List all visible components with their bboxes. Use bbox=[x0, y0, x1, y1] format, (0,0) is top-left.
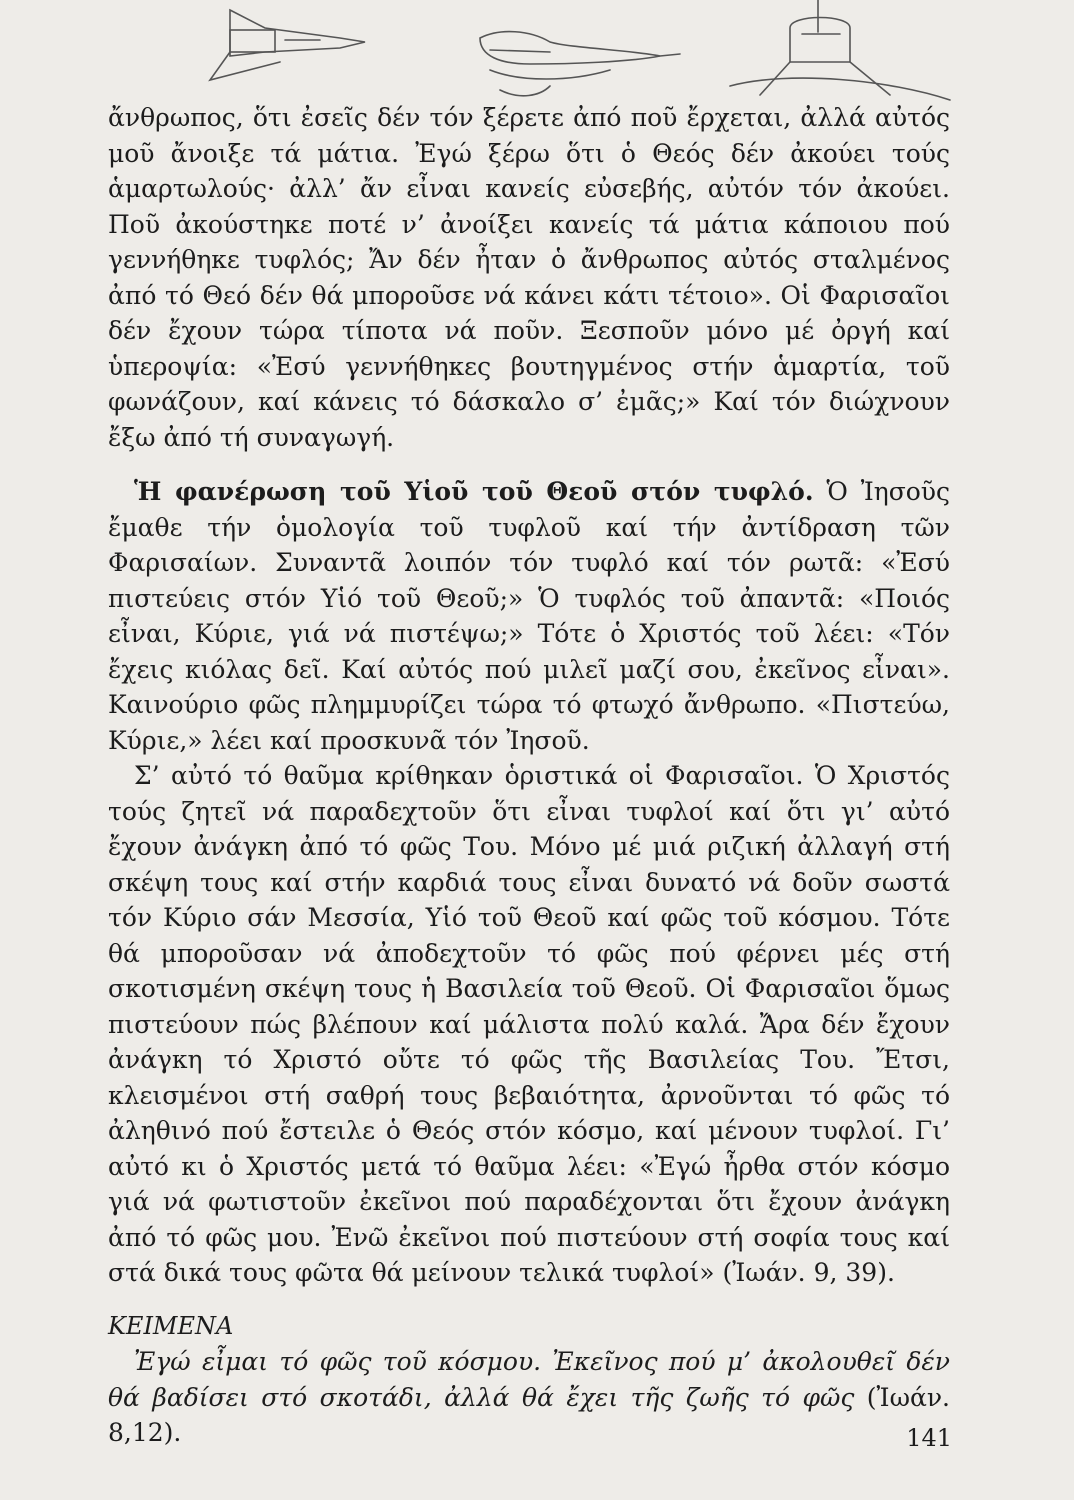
paragraph-1: ἄνθρωπος, ὅτι ἐσεῖς δέν τόν ξέρετε ἀπό ποῦ ἔρχεται, ἀλλά αὐτός μοῦ ἄνοιξε τά μάτια. Ἐγώ ξέρω ὅτι ὁ Θεός δέν ἀκούει τούς ἁμαρτωλούς· ἀλλ’ ἄν εἶναι κανείς εὐσεβής, αὐτόν τόν ἀκούει. Ποῦ ἀκούστηκε ποτέ ν’ ἀνοίξει κανείς τά μάτια κάποιου πού γεννήθηκε τυφλός; Ἄν δέν ἦταν ὁ ἄνθρωπος αὐτός σταλμένος ἀπό τό Θεό δέν θά μποροῦσε νά κάνει κάτι τέτοιο». Οἱ Φαρισαῖοι δέν ἔχουν τώρα τίποτα νά ποῦν. Ξεσποῦν μόνο μέ ὀργή καί ὑπεροψία: «Ἐσύ γεννήθηκες βουτηγμένος στήν ἁμαρτία, τοῦ φωνάζουν, καί κάνεις τό δάσκαλο σ’ ἐμᾶς;» Καί τόν διώχνουν ἔξω ἀπό τή συναγωγή. bbox=[108, 103, 950, 452]
quote-text: Ἐγώ εἶμαι τό φῶς τοῦ κόσμου. Ἐκεῖνος πού μ’ ἀκολουθεῖ δέν θά βαδίσει στό σκοτάδι, ἀλλά θά ἔχει τῆς ζωῆς τό φῶς bbox=[108, 1347, 950, 1412]
page-number: 141 bbox=[906, 1424, 952, 1452]
section-heading: Ἡ φανέρωση τοῦ Υἱοῦ τοῦ Θεοῦ στόν τυφλό. bbox=[134, 477, 814, 506]
paragraph-2 bbox=[108, 474, 950, 758]
quote-paragraph bbox=[108, 1344, 950, 1451]
paragraph-3: Σ’ αὐτό τό θαῦμα κρίθηκαν ὁριστικά οἱ Φαρισαῖοι. Ὁ Χριστός τούς ζητεῖ νά παραδεχτοῦν ὅτι εἶναι τυφλοί καί ὅτι γι’ αὐτό ἔχουν ἀνάγκη ἀπό τό φῶς Του. Μόνο μέ μιά ριζική ἀλλαγή στή σκέψη τους καί στήν καρδιά τους εἶναι δυνατό νά δοῦν σωστά τόν Κύριο σάν Μεσσία, Υἱό τοῦ Θεοῦ καί φῶς τοῦ κόσμου. Τότε θά μποροῦσαν νά ἀποδεχτοῦν τό φῶς πού φέρνει μές στή σκοτισμένη σκέψη τους ἡ Βασιλεία τοῦ Θεοῦ. Οἱ Φαρισαῖοι ὅμως πιστεύουν πώς βλέπουν καί μάλιστα πολύ καλά. Ἄρα δέν ἔχουν ἀνάγκη τό Χριστό οὔτε τό φῶς τῆς Βασιλείας Του. Ἔτσι, κλεισμένοι στή σαθρή τους βεβαιότητα, ἀρνοῦνται τό φῶς τό ἀληθινό πού ἔστειλε ὁ Θεός στόν κόσμο, καί μένουν τυφλοί. Γι’ αὐτό κι ὁ Χριστός μετά τό θαῦμα λέει: «Ἐγώ ἦρθα στόν κόσμο γιά νά φωτιστοῦν ἐκεῖνοι πού παραδέχονται ὅτι ἔχουν ἀνάγκη ἀπό τό φῶς μου. Ἐνῶ ἐκεῖνοι πού πιστεύουν στή σοφία τους καί στά δικά τους φῶτα θά μείνουν τελικά τυφλοί» (Ἰωάν. 9, 39). bbox=[108, 761, 950, 1287]
quote-reference: (Ἰωάν. 8,12). bbox=[108, 1382, 950, 1447]
paragraph-2-body: Ὁ Ἰησοῦς ἔμαθε τήν ὁμολογία τοῦ τυφλοῦ καί τήν ἀντίδραση τῶν Φαρισαίων. Συναντᾶ λοιπόν τόν τυφλό καί τόν ρωτᾶ: «Ἐσύ πιστεύεις στόν Υἱό τοῦ Θεοῦ;» Ὁ τυφλός τοῦ ἀπαντᾶ: «Ποιός εἶναι, Κύριε, γιά νά πιστέψω;» Τότε ὁ Χριστός τοῦ λέει: «Τόν ἔχεις κιόλας δεῖ. Καί αὐτός πού μιλεῖ μαζί σου, ἐκεῖνος εἶναι». Καινούριο φῶς πλημμυρίζει τώρα τό φτωχό ἄνθρωπο. «Πιστεύω, Κύριε,» λέει καί προσκυνᾶ τόν Ἰησοῦ. bbox=[108, 477, 951, 755]
section-label: ΚΕΙΜΕΝΑ bbox=[108, 1311, 234, 1340]
lander-doodle-icon bbox=[730, 0, 950, 100]
missile-doodle-icon bbox=[480, 32, 680, 96]
jet-doodle-icon bbox=[210, 10, 365, 80]
body-text bbox=[108, 100, 950, 1451]
